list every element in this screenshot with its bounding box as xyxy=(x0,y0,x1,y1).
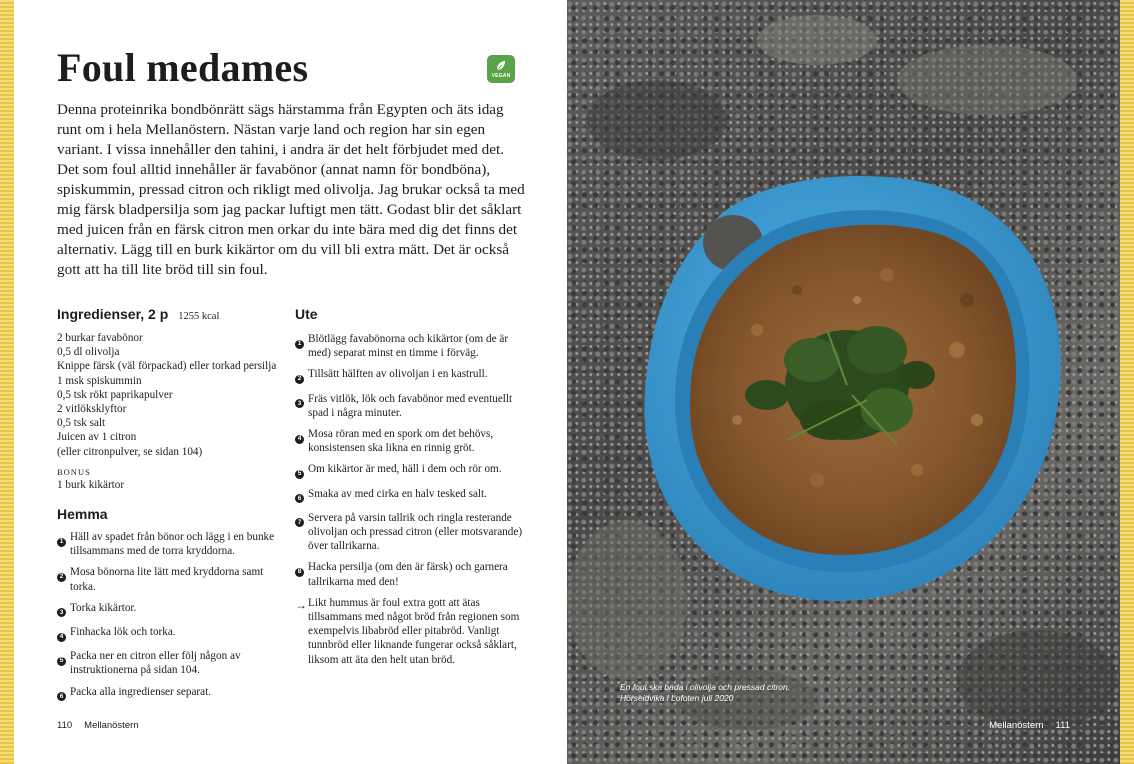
ingredient-item: 0,5 tsk salt xyxy=(57,417,106,430)
footer-section-right: Mellanöstern xyxy=(989,720,1044,731)
leaf-icon xyxy=(495,60,507,72)
step-text: Blötlägg favabönorna och kikärtor (om de är med) separat minst en timme i förväg. xyxy=(308,333,509,360)
tip-item xyxy=(295,596,525,667)
step-number: 4 xyxy=(295,435,304,444)
step-number: 5 xyxy=(295,470,304,479)
ingredient-item: Juicen av 1 citron xyxy=(57,431,137,444)
hemma-heading xyxy=(57,506,282,522)
footer-section-left: Mellanöstern xyxy=(84,720,139,731)
step-text: Mosa röran med en spork om det behövs, konsistensen ska likna en rinnig gröt. xyxy=(308,428,494,455)
ingredient-item: 2 vitlöksklyftor xyxy=(57,403,127,416)
step-text: Hacka persilja (om den är färsk) och garnera tallrikarna med den! xyxy=(308,561,508,588)
hemma-steps xyxy=(57,530,282,702)
step-number: 5 xyxy=(57,657,66,666)
step-number: 4 xyxy=(57,633,66,642)
photo-page xyxy=(567,0,1120,764)
page-number-left: 110 xyxy=(57,720,73,731)
step-item xyxy=(57,625,282,642)
step-text: Finhacka lök och torka. xyxy=(70,626,176,639)
vegan-badge xyxy=(487,55,515,83)
ingredients-column xyxy=(57,306,282,709)
page-edge-stripe-right xyxy=(1120,0,1134,764)
page-number-right: 111 xyxy=(1055,720,1070,731)
step-text: Servera på varsin tallrik och ringla resterande olivoljan och pressad citron (eller motsvarande) över tallrikarna. xyxy=(308,511,523,553)
step-item xyxy=(57,685,282,702)
step-number: 8 xyxy=(295,568,304,577)
caption-line: Hörseidvika i Lofoten juli 2020 xyxy=(620,692,734,703)
step-item xyxy=(295,511,525,554)
ingredients-title: Ingredienser, 2 p xyxy=(57,306,169,322)
step-item xyxy=(57,565,282,593)
bonus-label: BONUS xyxy=(57,466,91,477)
ingredient-item: Knippe färsk (väl förpackad) eller torkad persilja xyxy=(57,360,277,373)
step-item xyxy=(57,601,282,618)
step-number: 1 xyxy=(57,538,66,547)
ingredient-item: (eller citronpulver, se sidan 104) xyxy=(57,445,203,458)
ute-title: Ute xyxy=(295,306,318,322)
step-item xyxy=(57,530,282,558)
ute-heading xyxy=(295,306,525,322)
step-text: Packa ner en citron eller följ någon av instruktionerna på sidan 104. xyxy=(70,650,241,677)
step-text: Mosa bönorna lite lätt med kryddorna samt torka. xyxy=(70,566,264,593)
step-text: Packa alla ingredienser separat. xyxy=(70,685,212,698)
step-text: Tillsätt hälften av olivoljan i en kastrull. xyxy=(308,368,488,381)
bowl xyxy=(644,176,1060,601)
step-text: Smaka av med cirka en halv tesked salt. xyxy=(308,487,487,500)
ingredient-item: 2 burkar favabönor xyxy=(57,332,143,344)
step-number: 2 xyxy=(295,375,304,384)
step-number: 3 xyxy=(295,399,304,408)
bonus-item: 1 burk kikärtor xyxy=(57,478,125,491)
step-number: 6 xyxy=(57,692,66,701)
caption-line: En foul ska bada i olivolja och pressad citron. xyxy=(620,682,791,692)
left-page xyxy=(14,0,567,764)
step-item xyxy=(295,560,525,588)
page-edge-stripe-left xyxy=(0,0,14,764)
recipe-title: Foul medames xyxy=(57,45,309,90)
step-item xyxy=(295,332,525,360)
step-text: Häll av spadet från bönor och lägg i en bunke tillsammans med de torra kryddorna. xyxy=(70,531,275,558)
step-text: Om kikärtor är med, häll i dem och rör om. xyxy=(308,463,502,476)
step-number: 3 xyxy=(57,608,66,617)
hemma-title: Hemma xyxy=(57,506,108,523)
ingredient-list xyxy=(57,331,282,459)
arrow-right-icon: → xyxy=(295,597,307,612)
ingredients-heading xyxy=(57,306,282,322)
step-text: Torka kikärtor. xyxy=(70,601,137,614)
food-photo xyxy=(567,0,1120,764)
ute-column xyxy=(295,306,525,674)
step-item xyxy=(295,367,525,384)
step-text: Fräs vitlök, lök och favabönor med eventuellt spad i några minuter. xyxy=(308,392,513,419)
step-item xyxy=(295,427,525,455)
ingredient-item: 0,5 tsk rökt paprikapulver xyxy=(57,388,173,401)
footer-left xyxy=(57,720,139,731)
step-number: 6 xyxy=(295,494,304,503)
step-item xyxy=(295,462,525,479)
step-item xyxy=(295,487,525,504)
ingredient-item: 1 msk spiskummin xyxy=(57,374,142,387)
footer-right xyxy=(989,720,1070,731)
step-number: 2 xyxy=(57,573,66,582)
step-item xyxy=(57,649,282,677)
step-number: 7 xyxy=(295,518,304,527)
ute-steps xyxy=(295,332,525,667)
intro-text: Denna proteinrika bondbönrätt sägs härstamma från Egypten och äts idag runt om i hela Mellanöstern. Nästan varje land och region har sin egen variant. I vissa innehåller den tahini, i andra är det helt förbjudet med det. Det som foul alltid innehåller är favabönor (annat namn för bondböna), spiskummin, pressad citron och rikligt med olivolja. Jag brukar också ta med mig färsk bladpersilja som jag packar luftigt men tätt. Godast blir det såklart med juicen från en färsk citron men orkar du inte bära med dig det finns det alternativ. Lägg till en burk kikärtor om du vill bli extra mätt. Det är också gott att ha till lite bröd till sin foul. xyxy=(57,101,525,278)
ingredient-item: 0,5 dl olivolja xyxy=(57,346,120,359)
step-item xyxy=(295,392,525,420)
step-number: 1 xyxy=(295,340,304,349)
kcal-label: 1255 kcal xyxy=(178,311,220,322)
vegan-label: VEGAN xyxy=(491,72,511,79)
tip-text: Likt hummus är foul extra gott att ätas tillsammans med något bröd från regionen som exempelvis libabröd eller pitabröd. Vanligt tunnbröd eller liknande fungerar också såklart, liksom att äta den helt utan bröd. xyxy=(308,596,520,666)
photo-caption xyxy=(620,682,790,703)
